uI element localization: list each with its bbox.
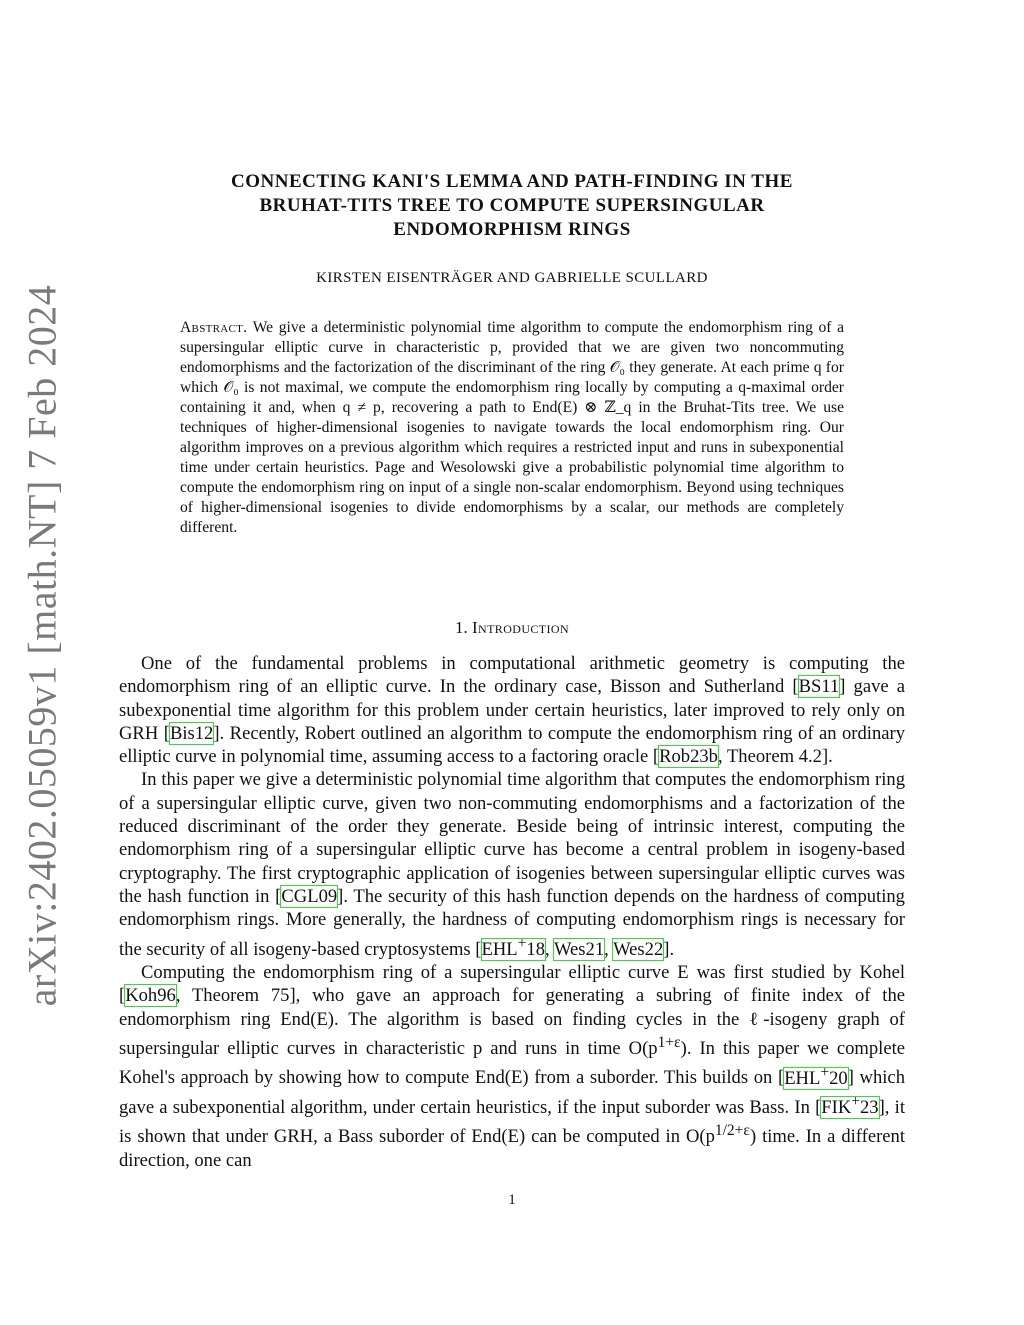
title-line-3: ENDOMORPHISM RINGS — [393, 219, 631, 240]
text-run: which gave a subexponential algorithm, under certain heuristics, if the input suborder was Bass. In — [119, 1067, 905, 1119]
cite-text: 23 — [860, 1097, 879, 1119]
citation-link-wes21[interactable]: Wes21 — [553, 938, 605, 960]
text-run: gave a subexponential time algorithm for this problem under certain heuristics, later improved to rely only on GRH — [119, 676, 906, 744]
text-run: , Theorem 75], who gave an approach for generating a subring of finite index of the endomorphism ring End(E). The algorithm is based on finding cycles in the ℓ-isogeny graph of supersingular elliptic curves in characteristic p and runs in time O(p — [119, 985, 905, 1060]
cite-sup: + — [851, 1092, 860, 1110]
arxiv-identifier-stamp[interactable] — [2, 284, 82, 1006]
abstract-label: Abstract. — [180, 319, 248, 336]
introduction-body — [119, 652, 905, 1172]
title-line-1: CONNECTING KANI'S LEMMA AND PATH-FINDING IN THE — [231, 171, 793, 192]
text-run: ). In this paper we complete Kohel's approach by showing how to compute End(E) from a suborder. This builds on — [119, 1038, 905, 1089]
citation-link-bs11[interactable]: BS11 — [798, 676, 840, 698]
text-run: , it is shown that under GRH, a Bass suborder of End(E) can be computed in O(p — [119, 1097, 905, 1148]
citation-link-koh96[interactable]: Koh96 — [125, 985, 176, 1007]
cite-sup: + — [517, 934, 527, 952]
cite-text: 18 — [526, 938, 545, 960]
citation-link-fik23[interactable] — [821, 1092, 879, 1119]
paragraph-2: In this paper we give a deterministic polynomial time algorithm that computes the endomorphism ring of a supersingular elliptic curve, given two non-commuting endomorphisms and a factorization of the reduced discriminant of the order they generate. Beside being of intrinsic interest, computing the endomorphism ring of a supersingular elliptic curve has become a central problem in isogeny-based cryptography. The first cryptographic application of isogenies between supersingular elliptic curves was the hash function in [CGL09]. The security of this hash function depends on the hardness of computing endomorphism rings. More generally, the hardness of computing endomorphism rings is necessary for the security of all isogeny-based cryptosystems [EHL+18, Wes21, Wes22]. — [119, 769, 905, 960]
cite-text: EHL — [784, 1067, 821, 1089]
section-title: Introduction — [471, 618, 570, 637]
title-line-2: BRUHAT-TITS TREE TO COMPUTE SUPERSINGULAR — [259, 195, 765, 216]
citation-link-ehl18[interactable] — [481, 934, 546, 960]
citation-link-bis12[interactable]: Bis12 — [169, 722, 214, 744]
text-run: . Recently, Robert outlined an algorithm to compute the endomorphism ring of an ordinary elliptic curve in polynomial time, assuming access to a factoring oracle — [119, 722, 906, 768]
author-list: KIRSTEN EISENTRÄGER AND GABRIELLE SCULLARD — [316, 270, 708, 286]
cite-sup: + — [820, 1063, 830, 1081]
section-number: 1. — [454, 618, 468, 637]
text-run: One of the fundamental problems in computational arithmetic geometry is computing the endomorphism ring of an elliptic curve. In the ordinary case, Bisson and Sutherland — [119, 653, 905, 698]
page-number: 1 — [508, 1192, 516, 1208]
paragraph-3: Computing the endomorphism ring of a supersingular elliptic curve E was first studied by Kohel [Koh96, Theorem 75], who gave an approach for generating a subring of finite index of the endomorphism ring End(E). The algorithm is based on finding cycles in the ℓ-isogeny graph of supersingular elliptic curves in characteristic p and runs in time $O(p^{1+\varepsilon})$. In this paper we complete Kohel's approach by showing how to compute End(E) from a suborder. This builds on [EHL+20] which gave a subexponential algorithm, under certain heuristics, if the input suborder was Bass. In [FIK+23], it is shown that under GRH, a Bass suborder of End(E) can be computed in $O(p^{1/2+\varepsilon})$ time. In a different direction, one can — [119, 962, 905, 1171]
text-run: ]. — [663, 938, 675, 960]
section-heading-introduction — [160, 618, 864, 638]
citation-link-rob23b[interactable]: Rob23b — [659, 746, 718, 768]
exponent: 1/2+ε — [714, 1122, 750, 1140]
citation-link-ehl20[interactable] — [784, 1063, 848, 1089]
paper-title — [160, 170, 864, 242]
abstract — [180, 318, 844, 538]
cite-text: 20 — [829, 1067, 848, 1089]
abstract-text: We give a deterministic polynomial time algorithm to compute the endomorphism ring of a supersingular elliptic curve in characteristic p, provided that we are given two noncommuting endomorphisms and the factorization of the discriminant of the ring 𝒪₀ they generate. At each prime q for which 𝒪₀ is not maximal, we compute the endomorphism ring locally by computing a q-maximal order containing it and, when q ≠ p, recovering a path to End(E) ⊗ ℤ_q in the Bruhat-Tits tree. We use techniques of higher-dimensional isogenies to navigate towards the local endomorphism ring. Our algorithm improves on a previous algorithm which requires a restricted input and runs in subexponential time under certain heuristics. Page and Wesolowski give a probabilistic polynomial time algorithm to compute the endomorphism ring on input of a single non-scalar endomorphism. Beyond using techniques of higher-dimensional isogenies to divide endomorphisms by a scalar, our methods are completely different. — [180, 319, 844, 536]
text-run: , Theorem 4.2]. — [717, 746, 833, 768]
exponent: 1+ε — [657, 1033, 681, 1051]
paragraph-1: One of the fundamental problems in computational arithmetic geometry is computing the endomorphism ring of an elliptic curve. In the ordinary case, Bisson and Sutherland [BS11] gave a subexponential time algorithm for this problem under certain heuristics, later improved to rely only on GRH [Bis12]. Recently, Robert outlined an algorithm to compute the endomorphism ring of an ordinary elliptic curve in polynomial time, assuming access to a factoring oracle [Rob23b, Theorem 4.2]. — [119, 653, 906, 768]
text-run: Computing the endomorphism ring of a supersingular elliptic curve E was first studied by Kohel — [141, 962, 905, 984]
text-run: . The security of this hash function depends on the hardness of computing endomorphism rings. More generally, the hardness of computing endomorphism rings is necessary for the security of all isogeny-based cryptosystems — [119, 885, 905, 960]
cite-text: EHL — [481, 938, 518, 960]
arxiv-identifier-text: arXiv:2402.05059v1 [math.NT] 7 Feb 2024 — [19, 284, 65, 1006]
cite-text: FIK — [821, 1097, 852, 1119]
citation-link-wes22[interactable]: Wes22 — [613, 938, 664, 960]
text-run: ) time. In a different direction, one can — [119, 1126, 905, 1171]
citation-link-cgl09[interactable]: CGL09 — [281, 885, 338, 907]
text-run: In this paper we give a deterministic polynomial time algorithm that computes the endomorphism ring of a supersingular elliptic curve, given two non-commuting endomorphisms and a factorization of the reduced discriminant of the order they generate. Beside being of intrinsic interest, computing the endomorphism ring of a supersingular elliptic curve has become a central problem in isogeny-based cryptography. The first cryptographic application of isogenies between supersingular elliptic curves was the hash function in — [119, 769, 905, 907]
